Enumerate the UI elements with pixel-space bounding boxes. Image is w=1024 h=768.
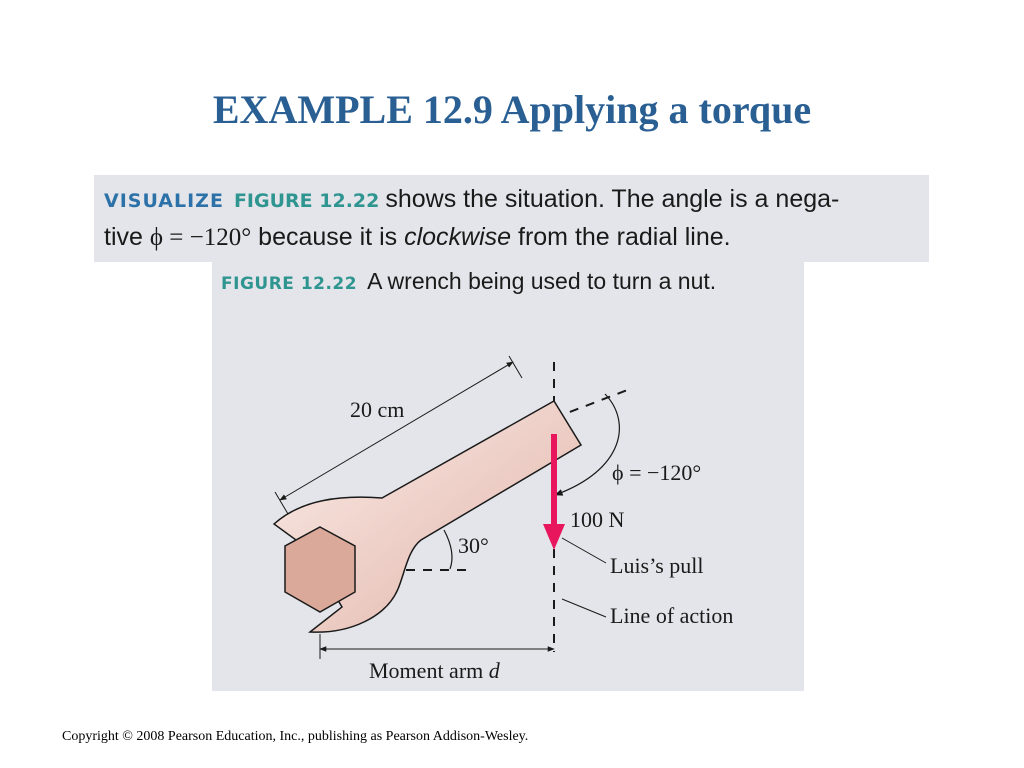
length-dimension-tick-start — [275, 492, 288, 514]
thirty-degree-label: 30° — [458, 533, 489, 558]
force-label: 100 N — [570, 507, 625, 532]
slide-title: EXAMPLE 12.9 Applying a torque — [212, 87, 812, 132]
visualize-line-2-suffix: from the radial line. — [511, 223, 731, 251]
length-dimension-tick — [509, 356, 522, 378]
visualize-text-box — [94, 175, 929, 262]
visualize-label: VISUALIZE — [104, 190, 224, 212]
thirty-degree-arc — [444, 530, 452, 569]
visualize-line-1 — [104, 185, 839, 214]
line-of-action-label: Line of action — [610, 603, 734, 628]
copyright-footer: Copyright © 2008 Pearson Education, Inc., publishing as Pearson Addison-Wesley. — [62, 729, 529, 744]
visualize-line-2 — [104, 223, 731, 252]
pull-label: Luis’s pull — [610, 553, 704, 578]
moment-arm-label — [369, 658, 501, 683]
figure-caption — [221, 268, 716, 295]
visualize-line-2-prefix: tive — [104, 223, 150, 251]
pull-leader-line — [562, 538, 606, 563]
force-arrow-head — [543, 524, 565, 550]
figure-panel — [212, 262, 804, 691]
visualize-emphasis: clockwise — [404, 223, 512, 251]
length-label: 20 cm — [350, 397, 405, 422]
visualize-line-2-mid: because it is — [251, 223, 405, 251]
moment-arm-text: Moment arm — [369, 658, 489, 683]
phi-angle-label: ϕ = −120° — [612, 460, 702, 485]
radial-extension-line — [554, 389, 630, 418]
visualize-line-1-text: shows the situation. The angle is a nega- — [385, 185, 840, 213]
figure-reference: FIGURE 12.22 — [233, 190, 380, 212]
wrench-figure — [212, 262, 804, 691]
figure-caption-text: A wrench being used to turn a nut. — [367, 268, 717, 294]
visualize-angle-math: ϕ = −120° — [149, 224, 252, 251]
moment-arm-variable: d — [488, 658, 500, 683]
line-of-action-leader — [562, 599, 606, 617]
figure-number: FIGURE 12.22 — [221, 274, 358, 294]
